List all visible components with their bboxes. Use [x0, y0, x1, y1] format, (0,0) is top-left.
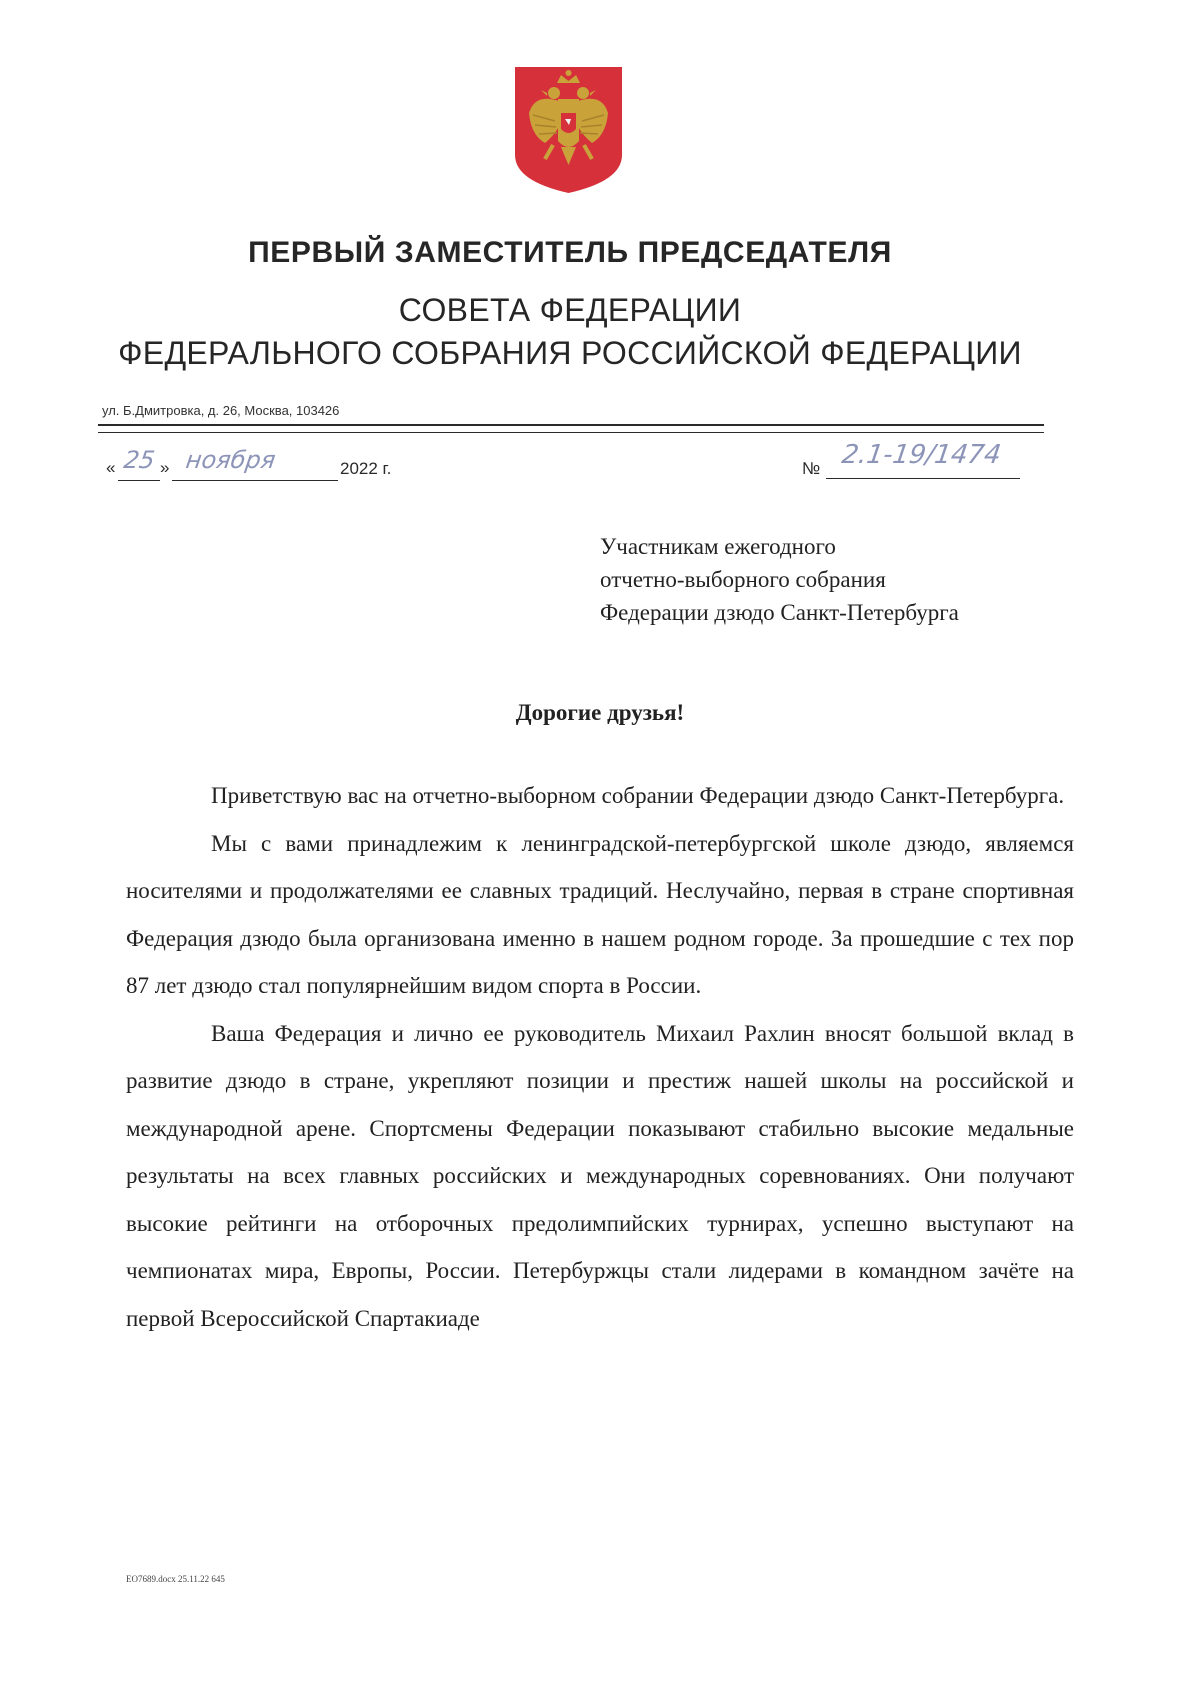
- document-code: ЕО7689.docx 25.11.22 645: [126, 1574, 225, 1584]
- letterhead-subtitle: СОВЕТА ФЕДЕРАЦИИ: [398, 292, 742, 328]
- recipient-line: Участникам ежегодного: [600, 534, 836, 559]
- header-divider-thin: [98, 432, 1044, 433]
- recipient-block: [600, 530, 959, 629]
- greeting: Дорогие друзья!: [515, 700, 685, 725]
- coat-of-arms-icon: [511, 63, 626, 195]
- letter-body: [126, 772, 1074, 1342]
- recipient-line: Федерации дзюдо Санкт-Петербурга: [600, 600, 959, 625]
- paragraph: Ваша Федерация и лично ее руководитель Михаил Рахлин вносят большой вклад в развитие дзюдо в стране, укрепляют позиции и престиж нашей школы на российской и международной арене. Спортсмены Федерации показывают стабильно высокие медальные результаты на всех главных российских и международных соревнованиях. Они получают высокие рейтинги на отборочных предолимпийских турнирах, успешно выступают на чемпионатах мира, Европы, России. Петербуржцы стали лидерами в командном зачёте на первой Всероссийской Спартакиаде: [126, 1020, 1074, 1331]
- recipient-line: отчетно-выборного собрания: [600, 567, 886, 592]
- date-year: 2022 г.: [340, 459, 392, 478]
- date-close-quote: »: [160, 458, 170, 477]
- paragraph: Приветствую вас на отчетно-выборном собрании Федерации дзюдо Санкт-Петербурга.: [211, 783, 1065, 808]
- number-underline: [826, 478, 1020, 479]
- handwritten-day: 25: [122, 446, 157, 474]
- sender-address: ул. Б.Дмитровка, д. 26, Москва, 103426: [102, 403, 340, 418]
- month-underline: [172, 480, 338, 481]
- handwritten-month: ноября: [184, 446, 278, 474]
- date-open-quote: «: [106, 458, 116, 477]
- letterhead-title: ПЕРВЫЙ ЗАМЕСТИТЕЛЬ ПРЕДСЕДАТЕЛЯ: [248, 236, 892, 269]
- day-underline: [118, 480, 160, 481]
- handwritten-number: 2.1-19/1474: [839, 440, 1003, 470]
- paragraph: Мы с вами принадлежим к ленинградской-петербургской школе дзюдо, являемся носителями и продолжателями ее славных традиций. Неслучайно, первая в стране спортивная Федерация дзюдо была организована именно в нашем родном городе. За прошедшие с тех пор 87 лет дзюдо стал популярнейшим видом спорта в России.: [126, 830, 1074, 998]
- header-divider: [98, 424, 1044, 426]
- letterhead-organization: ФЕДЕРАЛЬНОГО СОБРАНИЯ РОССИЙСКОЙ ФЕДЕРАЦИИ: [118, 335, 1022, 371]
- number-label: №: [802, 459, 821, 478]
